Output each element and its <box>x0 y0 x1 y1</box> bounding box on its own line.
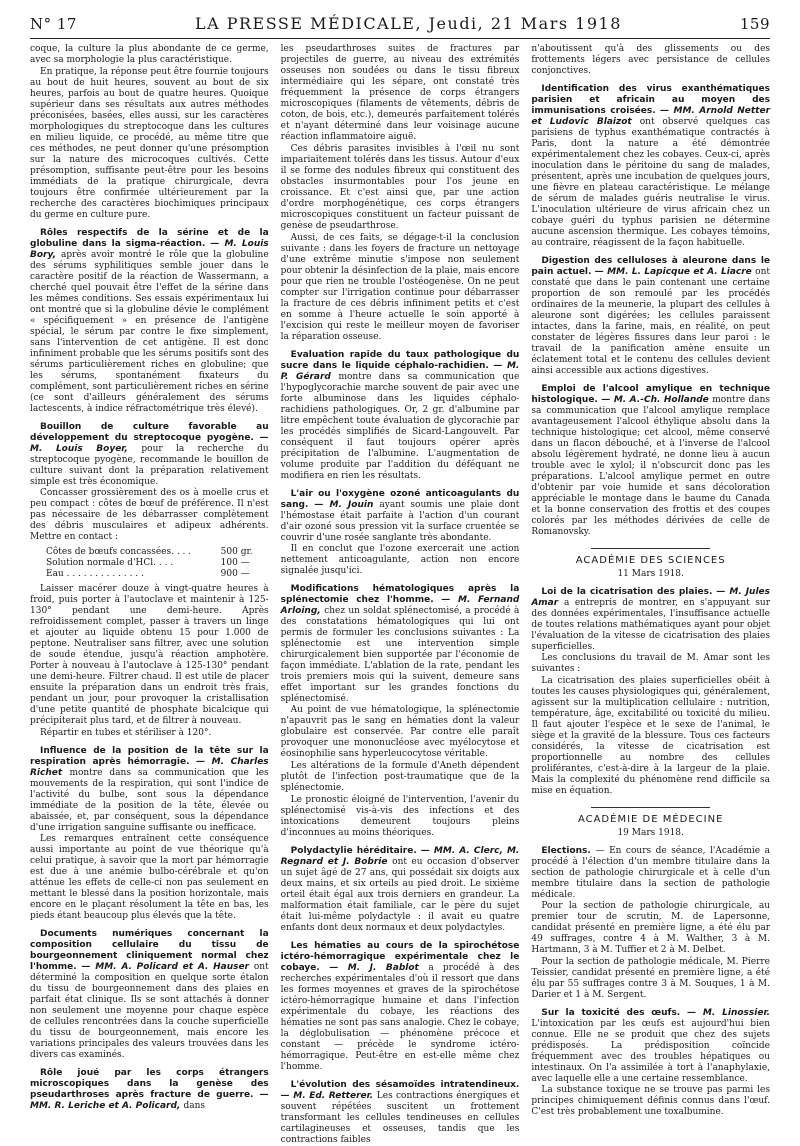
article-author: — MM. R. Leriche et A. Policard, <box>30 1090 269 1111</box>
article-heading <box>531 384 770 538</box>
article-body: ont observé quelques cas parisiens de typhus exanthématique contractés à Paris, dont la nature a été démontrée expérimentalement chez les cobayes. Ceux-ci, après inoculation dans le péritoine du sang de malades, présentent, après une incubation de quelques jours, une fièvre en plateau caractéristique. Le mélange de sérum de malades guéris neutralise le virus. L'inoculation ultérieure de virus africain chez un cobaye guéri du typhus parisien ne détermine aucune ascension thermique. Les cobayes témoins, au contraire, réagissent de la façon habituelle. <box>531 117 771 248</box>
page-header <box>30 14 770 36</box>
paragraph: Au point de vue hématologique, la splénectomie n'apauvrit pas le sang en hématies dont la valeur globulaire est conservée. Par contre elle paraît provoquer une mononucléose avec myélocytose et éosinophilie sans hyperleucocytose véritable. <box>280 705 520 759</box>
article-author: — MM. A. Policard et A. Hauser <box>81 962 250 972</box>
article-heading <box>531 84 770 249</box>
article <box>531 84 770 249</box>
article-title: Polydactylie héréditaire. <box>290 846 417 856</box>
article-title: Loi de la cicatrisation des plaies. <box>541 587 713 597</box>
column-3 <box>531 44 771 1117</box>
article-columns <box>30 44 771 1145</box>
article-body: après avoir montré le rôle que la globuline des sérums syphilitiques semble jouer dans le caractère positif de la réaction de Wassermann, a cherché quel pouvait être l'effet de la sérine dans les mêmes conditions. Ses essais expérimentaux lui ont montré que si la globuline dévie le complément « spécifiquement » en présence de l'antigène spécial, le sérum par contre le fixe simplement, sans l'intervention de cet antigène. Il est donc infiniment probable que les sérums positifs sont des sérums particulièrement riches en globuline; que les sérums, spontanément fixateurs du complément, sont particulièrement riches en sérine (ce sont d'ailleurs généralement des sérums lactescents, à indice réfractométrique très élevé). <box>30 250 269 414</box>
article-title: Documents numériques concernant la composition cellulaire du tissu de bourgeonnement cliniquement normal chez l'homme. <box>30 929 269 972</box>
article-heading <box>30 1068 269 1112</box>
paragraph: Répartir en tubes et stériliser à 120°. <box>40 728 212 738</box>
section-divider <box>591 807 710 808</box>
column-2 <box>280 44 520 1145</box>
article-title: Emploi de l'alcool amylique en technique histologique. <box>531 384 771 405</box>
paragraph: Pour la section de pathologie médicale, M. Pierre Teissier, candidat présenté en première ligne, a été élu par 55 suffrages contre 3 à M. Souques, 1 à M. Darier et 1 à M. Sergent. <box>531 957 771 1000</box>
paragraph: Les conclusions du travail de M. Amar sont les suivantes : <box>531 653 771 674</box>
paragraph: Ces débris parasites invisibles à l'œil nu sont impariaitement tolérés dans les tissus. Autour d'eux il se forme des nodules fibreux qui constituent des obstacles insurmontables pour l'os jeune en croissance. Et c'est ainsi que, par une action d'ordre morphogénétique, ces corps étrangers microscopiques constituent un facteur puissant de genèse de pseudarthrose. <box>280 144 520 231</box>
article-body: ont constaté que dans le pain contenant une certaine proportion de son remoulé par les procédés ordinaires de la meunerie, la plupart des cellules à aleurone sont digérées; les cellules paraissent intactes, dans la farine, mais, en réalité, on peut constater de légères fissures dans leur paroi : le travail de la panification amène ensuite un éclatement total et le contenu des cellules devient ainsi accessible aux actions digestives. <box>531 267 771 376</box>
article-body: ayant soumis une plaie dont l'hémostase était parfaite à l'action d'un courant d'air ozoné sous pression vit la surface cruentée se couvrir d'une rosée sanglante très abondante. <box>280 500 520 543</box>
article-title: L'air ou l'oxygène ozoné anticoagulants du sang. <box>280 489 520 510</box>
paragraph: n'aboutissent qu'à des glissements ou des frottements légers avec persistance de cellules conjonctives. <box>531 44 771 76</box>
journal-title <box>195 14 622 33</box>
article-body: montre dans sa communication que l'alcool amylique remplace avantageusement l'alcool éthylique absolu dans la technique histologique; cet alcool, même conservé dans un flacon débouché, et à l'inverse de l'alcool absolu légèrement hydraté, ne donne lieu à aucun trouble avec le xylol; il n'obscurcit donc pas les préparations. L'alcool amylique permet en outre d'obtenir par voie humide et sans décoloration appréciable le montage dans le baume du Canada et la bonne conservation des frottis et des coupes colorés par les méthodes dérivées de celle de Romanovsky. <box>531 395 771 537</box>
article-heading <box>281 846 520 934</box>
paragraph: Aussi, de ces faits, se dégage-t-il la conclusion suivante : dans les foyers de fracture un nettoyage d'une extrême minutie s'impose non seulement pour obtenir la désinfection de la plaie, mais encore pour que rien ne trouble l'ostéogenèse. On ne peut compter sur l'irrigation continue pour débarrasser la fracture de ces débris infiniment petits et c'est en somme à l'heure actuelle le soin apporté à l'excision qui reste le meilleur moyen de favoriser la réparation osseuse. <box>280 233 520 342</box>
list-item <box>46 547 269 558</box>
paragraph: Les altérations de la formule d'Aneth dépendent plutôt de l'infection post-traumatique que de la splénectomie. <box>280 761 520 793</box>
article-author: — M. Linossier. <box>687 1008 771 1018</box>
article-heading <box>531 846 770 901</box>
article-heading <box>30 228 269 415</box>
article-author: — MM. L. Lapicque et A. Liacre <box>594 267 752 277</box>
article-author: — M. Jules Amar <box>531 587 771 608</box>
article-title: Rôle joué par les corps étrangers microscopiques dans la genèse des pseudarthroses après fracture de guerre. <box>30 1068 269 1100</box>
article <box>30 422 269 739</box>
article-body: dans <box>183 1101 206 1111</box>
article-heading <box>531 1008 770 1085</box>
article-author: — M. Louis Boyer, <box>30 433 269 454</box>
paragraph: Le pronostic éloigné de l'intervention, l'avenir du splénectomisé vis-à-vis des infections et des intoxications demeurent toujours pleins d'inconnues au moins théoriques. <box>280 795 520 838</box>
article <box>531 1008 770 1118</box>
article-body: montre dans sa communication que les mouvements de la respiration, qui sont l'indice de l'activité du bulbe, sont sous la dépendance immédiate de la position de la tête, élevée ou abaissée, et, par conséquent, sous la dépendance d'une irrigation sanguine suffisante ou inefficace. <box>30 768 269 833</box>
article-title: Bouillon de culture favorable au développement du streptocoque pyogène. <box>30 422 269 443</box>
article <box>531 587 770 797</box>
article-author: — M. Jouin <box>314 500 374 510</box>
article <box>30 1068 269 1112</box>
article <box>531 384 770 538</box>
journal-name: LA PRESSE MÉDICALE, <box>194 14 423 33</box>
article-heading <box>30 929 269 1061</box>
article-author: — M. A.-Ch. Hollande <box>601 395 709 405</box>
page-number: 159 <box>739 15 770 33</box>
ingredient-quantity: 900 — <box>220 569 250 579</box>
article <box>30 929 269 1061</box>
article-title: Les hématies au cours de la spirochétose ictéro-hémorragique expérimentale chez le cobaye. <box>280 941 520 973</box>
ingredient-name: Eau . . . . . . . . . . . . . . <box>46 569 144 579</box>
article-author: — M. Charles Richet <box>30 757 269 778</box>
article-author: — MM. Arnold Netter et Ludovic Blaizot <box>531 106 771 127</box>
ingredient-list <box>46 547 269 580</box>
article-body: L'intoxication par les œufs est aujourd'hui bien connue. Elle ne se produit que chez des sujets prédisposés. La prédisposition coïncide fréquemment avec des troubles hépatiques ou intestinaux. On l'a assimilée à tort à l'anaphylaxie, avec laquelle elle a une certaine ressemblance. <box>531 1019 771 1084</box>
article-body: chez un soldat splénectomisé, a procédé à des constatations hématologiques qui lui ont permis de formuler les conclusions suivantes : La splénectomie est une intervention simple chirurgicalement bien supportée par l'économie de façon immédiate. L'ablation de la rate, pendant les trois premiers mois qui la suivent, demeure sans effet important sur les grandes fonctions du splénectomisé. <box>280 606 520 704</box>
paragraph: Les remarques entraînent cette conséquence aussi importante au point de vue théorique qu'à celui pratique, à savoir que la mort par hémorragie est due à une anémie bulbo-cérébrale et qu'on atténue les effets de celle-ci non pas seulement en mettant le blessé dans la position horizontale, mais encore en le plaçant résolument la tête en bas, les pieds étant beaucoup plus élevés que la tête. <box>30 834 269 921</box>
ingredient-name: Solution normale d'HCl. . . . <box>46 558 174 568</box>
section-title: ACADÉMIE DE MÉDECINE <box>577 814 724 825</box>
article-body: Les contractions énergiques et souvent répétées suscitent un frottement transformant les cellules tendineuses en cellules cartilagineuses et osseuses, tandis que les contractions faibles <box>280 1091 520 1145</box>
article-body: a procédé à des recherches expérimentales d'où il ressort que dans les formes moyennes et graves de la spirochétose ictéro-hémorragique humaine et dans l'infection expérimentale du cobaye, les réactions des hématies ne sont pas sans analogie. Chez le cobaye, la déglobulisation — phénomène précoce et constant — précède le syndrome ictéro-hémorragique. Peut-être en est-elle même chez l'homme. <box>280 963 520 1072</box>
article-title: Identification des virus exanthématiques parisien et africain au moyen des immunisations croisées. <box>531 84 771 116</box>
article-title: Modifications hématologiques après la splénectomie chez l'homme. <box>280 584 520 605</box>
paragraph: La substance toxique ne se trouve pas parmi les principes chimiquement définis connus dans l'œuf. C'est très probablement une toxalbumine. <box>531 1085 771 1117</box>
section-divider <box>591 548 710 549</box>
article-title: Rôles respectifs de la sérine et de la globuline dans la sigma-réaction. <box>30 228 269 249</box>
section-title: ACADÉMIE DES SCIENCES <box>575 555 726 566</box>
paragraph: Laisser macérer douze à vingt-quatre heures à froid, puis porter à l'autoclave et maintenir à 125-130° pendant une demi-heure. Après refroidissement complet, passer à travers un linge et ajouter au liquide obtenu 15 pour 1.000 de peptone. Neutraliser sans filtrer, avec une solution de soude étendue, jusqu'à réaction amphotère. Porter à nouveau à l'autoclave à 125-130° pendant une demi-heure. Filtrer chaud. Il est utile de placer ensuite la préparation dans un endroit très frais, pendant un jour, pour provoquer la cristallisation d'une petite quantité de phosphate bicalcique qui précipiterait plus tard, et de filtrer à nouveau. <box>30 584 269 726</box>
article-heading <box>30 746 269 834</box>
article-title: Evaluation rapide du taux pathologique du sucre dans le liquide céphalo-rachidien. <box>280 350 520 371</box>
article-body: ont eu occasion d'observer un sujet âgé de 27 ans, qui possédait six doigts aux deux mains, et six orteils au pied droit. Le sixième orteil était égal aux trois derniers en grandeur. La malformation était familiale, car le père du sujet était lui-même polydactyle : il avait eu quatre enfants dont deux normaux et deux polydactyles. <box>280 857 520 933</box>
ingredient-name: Côtes de bœufs concassées. . . . <box>46 547 192 557</box>
article-heading <box>531 587 770 653</box>
article <box>281 1080 520 1146</box>
article <box>281 846 520 934</box>
article-body: montre dans sa communication que l'hypoglycorachie marche souvent de pair avec une forte albuminose dans les liquides céphalo-rachidiens pathologiques. Or, 2 gr. d'albumine par litre empêchent toute évaluation de glycorachie par les procédés simplifiés de Sicard-Langouvelt. Par conséquent il faut toujours opérer après précipitation de l'albumine. L'augmentation de volume produite par l'addition du déféquant ne modifiera en rien les résultats. <box>280 372 520 481</box>
paragraph: Il en conclut que l'ozone exercerait une action nettement anticoagulante, action non encore signalée jusqu'ici. <box>280 544 520 576</box>
list-item <box>46 558 269 569</box>
paragraph: En pratique, la réponse peut être fournie toujours au bout de huit heures, souvent au bout de six heures, parfois au bout de quatre heures. Quoique supérieur dans ses résultats aux autres méthodes préconisées, basées, elles aussi, sur les caractères morphologiques du streptocoque dans les cultures en milieu liquide, ce procédé, au même titre que ces méthodes, ne peut donner qu'une présomption sur la nature des microcoques cultivés. Cette présomption, suffisante peut-être pour les besoins immédiats de la pratique chirurgicale, devra toujours être confirmée ultérieurement par la recherche des caractères biochimiques principaux du germe en culture pure. <box>30 67 269 220</box>
article-author: — M. Fernand Arloing, <box>280 595 520 616</box>
issue-number: N° 17 <box>30 15 77 33</box>
ingredient-quantity: 100 — <box>220 558 250 568</box>
article <box>531 846 770 1001</box>
article <box>281 584 520 839</box>
article-body: pour la recherche du streptocoque pyogène, recommande le bouillon de culture suivant dont la préparation relativement simple est très économique. <box>30 444 269 487</box>
article-heading <box>281 941 520 1073</box>
article-author: — M. Ed. Retterer. <box>280 1091 374 1101</box>
article-body: a entrepris de montrer, en s'appuyant sur des données expérimentales, l'insuffisance actuelle de toutes relations mathématiques ayant pour objet l'évaluation de la vitesse de cicatrisation des plaies superficielles. <box>531 598 771 652</box>
paragraph: les pseudarthroses suites de fractures par projectiles de guerre, au niveau des extrémités osseuses non soudées ou dans le tissu fibreux intermédiaire qui les sépare, ont constaté très fréquemment la présence de corps étrangers microscopiques (filaments de vêtements, débris de coton, de bois, etc.), demeurés parfaitement tolérés et n'ayant déterminé dans leur voisinage aucune réaction inflammatoire aiguë. <box>280 44 520 142</box>
article <box>281 489 520 577</box>
article-heading <box>531 256 770 377</box>
article-title: Elections. <box>541 846 591 856</box>
article-author: — M. J. Bablot <box>329 963 419 973</box>
article-title: Sur la toxicité des œufs. <box>541 1008 681 1018</box>
section-date: 19 Mars 1918. <box>617 828 684 838</box>
article-author: — M. Louis Bory, <box>30 239 269 260</box>
article-author: — M. P. Gérard <box>280 361 520 382</box>
section-date: 11 Mars 1918. <box>617 569 684 579</box>
article-heading <box>281 350 520 482</box>
paragraph: La cicatrisation des plaies superficielles obéit à toutes les causes physiologiques qui, généralement, agissent sur la multiplication cellulaire : nutrition, température, âge, excitabilité ou toxicité du milieu. Il faut ajouter l'espèce et le sexe de l'animal, le siège et la gravité de la blessure. Tous ces facteurs considérés, la vitesse de cicatrisation est proportionnelle au nombre des cellules proliférantes, c'est-à-dire à la largeur de la plaie. Mais la complexité du phénomène rend difficile sa mise en équation. <box>531 676 771 796</box>
ingredient-quantity: 500 gr. <box>220 547 253 557</box>
column-1 <box>30 44 269 1111</box>
article-title: Digestion des celluloses à aleurone dans le pain actuel. <box>531 256 771 277</box>
paragraph: coque, la culture la plus abondante de ce germe, avec sa morphologie la plus caractéristique. <box>30 44 269 65</box>
article <box>531 256 770 377</box>
paragraph: Pour la section de pathologie chirurgicale, au premier tour de scrutin, M. de Lapersonne, candidat présenté en première ligne, a été élu par 49 suffrages, contre 4 à M. Walther, 3 à M. Hartmann, 3 à M. Tuffier et 2 à M. Delbet. <box>531 901 771 955</box>
article-heading <box>281 489 520 544</box>
header-rule <box>30 38 770 39</box>
article-body: — En cours de séance, l'Académie a procédé à l'élection d'un membre titulaire dans la section de pathologie chirurgicale et à celle d'un membre titulaire dans la section de pathologie médicale. <box>531 846 771 900</box>
article-title: Influence de la position de la tête sur la respiration après hémorragie. <box>30 746 269 767</box>
article-body: ont déterminé la composition en quelque sorte étalon du tissu de bourgeonnement dans des plaies en parfait état clinique. Ils se sont attachés à donner non seulement une moyenne pour chaque espèce de cellules rencontrées dans la couche superficielle du tissu de bourgeonnement, mais encore les variations principales des valeurs trouvées dans les divers cas examinés. <box>30 962 269 1060</box>
article-heading <box>281 1080 520 1146</box>
article <box>30 746 269 922</box>
issue-date: Jeudi, 21 Mars 1918 <box>428 14 622 33</box>
article-title: L'évolution des sésamoïdes intratendineux. <box>290 1080 520 1090</box>
article-author: — MM. A. Clerc, M. Regnard et J. Bobrie <box>280 846 520 867</box>
article-heading <box>30 422 269 488</box>
article <box>30 228 269 415</box>
article <box>281 941 520 1073</box>
paragraph: Concasser grossièrement des os à moelle crus et peu compact : côtes de bœuf de préférence. Il n'est pas nécessaire de les débarrasser complètement des débris musculaires et adipeux adhérents. Mettre en contact : <box>30 488 269 542</box>
article-heading <box>281 584 520 705</box>
list-item <box>46 569 269 580</box>
article <box>281 350 520 482</box>
